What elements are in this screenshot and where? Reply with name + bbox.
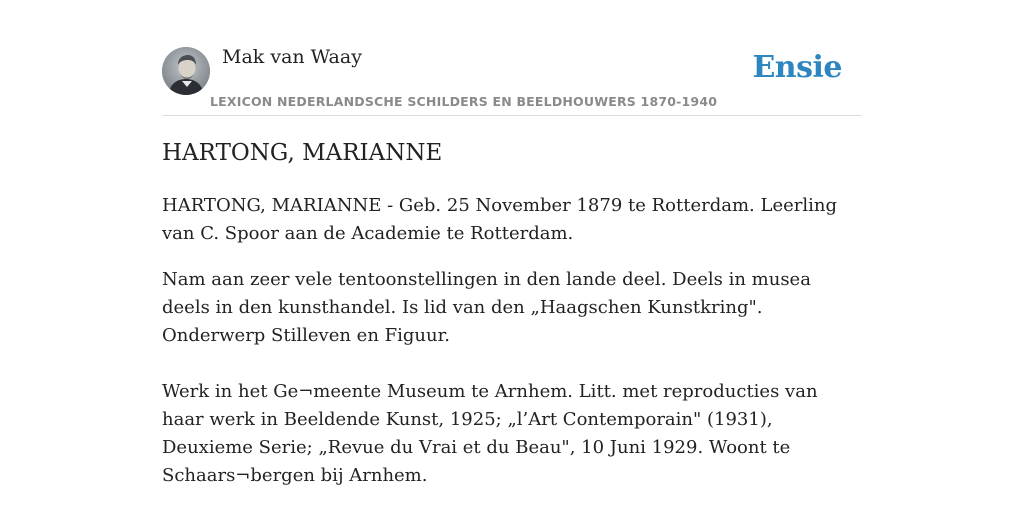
page: [162, 0, 862, 512]
article-body: [162, 192, 862, 508]
source-title[interactable]: LEXICON NEDERLANDSCHE SCHILDERS EN BEELDHOUWERS 1870-1940: [210, 94, 718, 109]
article-paragraph: Werk in het Ge¬meente Museum te Arnhem. Litt. met reproducties van haar werk in Beeldende Kunst, 1925; „l’Art Contemporain" (1931), Deuxieme Serie; „Revue du Vrai et du Beau", 10 Juni 1929. Woont te Schaars¬bergen bij Arnhem.: [162, 381, 818, 486]
article-paragraph: HARTONG, MARIANNE - Geb. 25 November 1879 te Rotterdam. Leerling van C. Spoor aan de Academie te Rotterdam.: [162, 195, 837, 244]
author-name[interactable]: Mak van Waay: [222, 46, 362, 68]
header: [162, 0, 862, 116]
page-title: HARTONG, MARIANNE: [162, 140, 443, 166]
brand-logo[interactable]: Ensie: [752, 50, 842, 85]
author-avatar[interactable]: [162, 47, 210, 95]
article-paragraph: Nam aan zeer vele tentoonstellingen in den lande deel. Deels in musea deels in den kunsthandel. Is lid van den „Haagschen Kunstkring". Onderwerp Stilleven en Figuur.: [162, 269, 811, 346]
portrait-avatar-icon: [162, 47, 210, 95]
